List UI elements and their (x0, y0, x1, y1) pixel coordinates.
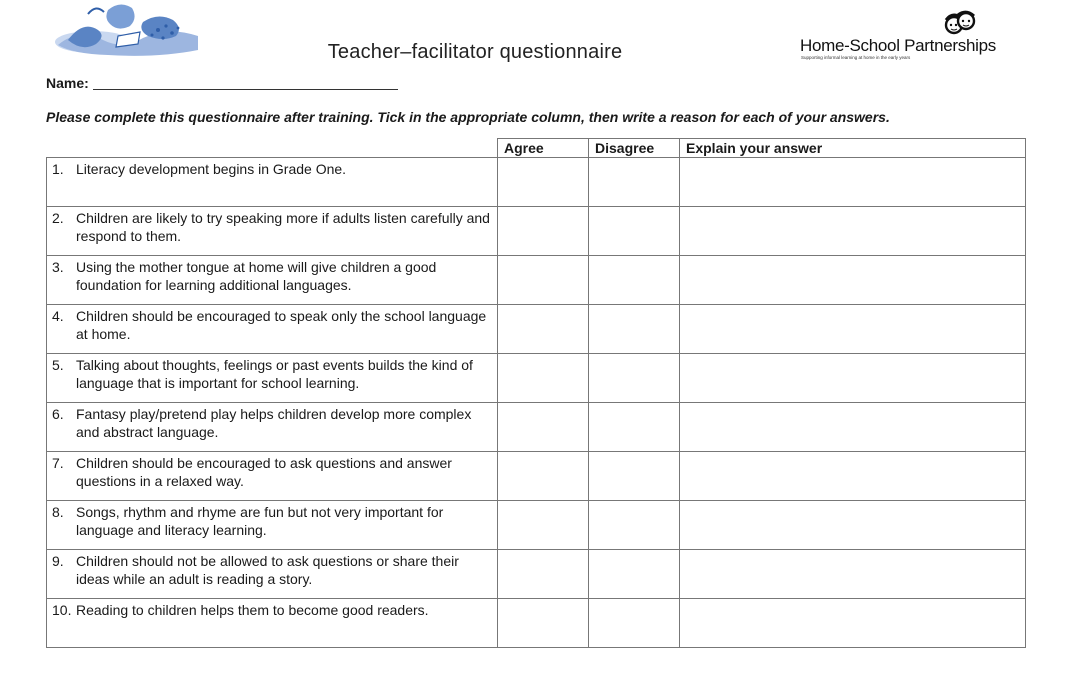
statement-number: 5. (52, 357, 64, 373)
statement-text: Children should be encouraged to ask questions and answer questions in a relaxed way. (76, 455, 452, 489)
statement-text: Songs, rhythm and rhyme are fun but not very important for language and literacy learning. (76, 504, 444, 538)
statement (47, 550, 497, 588)
statement-number: 8. (52, 504, 64, 520)
name-label: Name: (46, 75, 89, 91)
statement-text: Fantasy play/pretend play helps children develop more complex and abstract language. (76, 406, 472, 440)
document-title: Teacher–facilitator questionnaire (327, 41, 623, 63)
disagree-tick-cell[interactable] (589, 501, 680, 550)
disagree-tick-cell[interactable] (589, 403, 680, 452)
statement-text: Literacy development begins in Grade One. (76, 161, 347, 177)
disagree-tick-cell[interactable] (589, 256, 680, 305)
disagree-tick-cell[interactable] (589, 354, 680, 403)
disagree-tick-cell[interactable] (589, 305, 680, 354)
statement-number: 4. (52, 308, 64, 324)
name-input-line[interactable] (93, 89, 398, 90)
statement (47, 207, 497, 245)
statement (47, 256, 497, 294)
column-header-disagree: Disagree (589, 139, 680, 158)
statement-cell (47, 158, 498, 207)
statement-text: Children should not be allowed to ask questions or share their ideas while an adult is reading a story. (76, 553, 459, 587)
table-row (47, 354, 1026, 403)
agree-tick-cell[interactable] (498, 599, 589, 648)
statement-cell (47, 354, 498, 403)
statement-number: 1. (52, 161, 64, 177)
explain-answer-cell[interactable] (680, 354, 1026, 403)
explain-answer-cell[interactable] (680, 452, 1026, 501)
home-school-partnerships-logo (800, 10, 1015, 62)
statement (47, 599, 497, 619)
disagree-tick-cell[interactable] (589, 207, 680, 256)
explain-answer-cell[interactable] (680, 305, 1026, 354)
table-header-row (47, 139, 1026, 158)
column-header-agree: Agree (498, 139, 589, 158)
explain-answer-cell[interactable] (680, 550, 1026, 599)
table-row (47, 599, 1026, 648)
agree-tick-cell[interactable] (498, 452, 589, 501)
statement-text: Reading to children helps them to become good readers. (76, 602, 429, 618)
statement-number: 7. (52, 455, 64, 471)
table-row (47, 550, 1026, 599)
statement (47, 501, 497, 539)
statement-cell (47, 550, 498, 599)
agree-tick-cell[interactable] (498, 501, 589, 550)
statement-cell (47, 452, 498, 501)
statement-number: 9. (52, 553, 64, 569)
statement-cell (47, 305, 498, 354)
agree-tick-cell[interactable] (498, 305, 589, 354)
disagree-tick-cell[interactable] (589, 158, 680, 207)
agree-tick-cell[interactable] (498, 256, 589, 305)
agree-tick-cell[interactable] (498, 403, 589, 452)
explain-answer-cell[interactable] (680, 501, 1026, 550)
statement-number: 2. (52, 210, 64, 226)
table-row (47, 158, 1026, 207)
disagree-tick-cell[interactable] (589, 599, 680, 648)
table-row (47, 207, 1026, 256)
questionnaire-table (46, 138, 1026, 648)
agree-tick-cell[interactable] (498, 550, 589, 599)
logo-name: Home-School Partnerships (800, 36, 996, 55)
statement-cell (47, 256, 498, 305)
agree-tick-cell[interactable] (498, 158, 589, 207)
statement-number: 3. (52, 259, 64, 275)
statement (47, 403, 497, 441)
statement-cell (47, 403, 498, 452)
statement-number: 6. (52, 406, 64, 422)
table-row (47, 452, 1026, 501)
column-header-explain: Explain your answer (680, 139, 1026, 158)
statement-number: 10. (52, 602, 72, 618)
explain-answer-cell[interactable] (680, 599, 1026, 648)
children-faces-icon (942, 10, 978, 38)
statement (47, 158, 497, 178)
statement-cell (47, 599, 498, 648)
explain-answer-cell[interactable] (680, 256, 1026, 305)
explain-answer-cell[interactable] (680, 158, 1026, 207)
table-row (47, 403, 1026, 452)
statement-text: Children should be encouraged to speak only the school language at home. (76, 308, 487, 342)
agree-tick-cell[interactable] (498, 354, 589, 403)
table-row (47, 305, 1026, 354)
statement (47, 452, 497, 490)
explain-answer-cell[interactable] (680, 207, 1026, 256)
logo-tagline: Supporting informal learning at home in the early years (801, 55, 911, 60)
disagree-tick-cell[interactable] (589, 452, 680, 501)
header-blank-cell (47, 139, 498, 158)
table-row (47, 256, 1026, 305)
agree-tick-cell[interactable] (498, 207, 589, 256)
statement-text: Talking about thoughts, feelings or past events builds the kind of language that is important for school learning. (76, 357, 473, 391)
statement-text: Children are likely to try speaking more if adults listen carefully and respond to them. (76, 210, 490, 244)
statement (47, 354, 497, 392)
statement-cell (47, 207, 498, 256)
instruction-text: Please complete this questionnaire after training. Tick in the appropriate column, then write a reason for each of your answers. (46, 109, 890, 125)
disagree-tick-cell[interactable] (589, 550, 680, 599)
statement-text: Using the mother tongue at home will give children a good foundation for learning additional languages. (76, 259, 437, 293)
statement (47, 305, 497, 343)
table-row (47, 501, 1026, 550)
statement-cell (47, 501, 498, 550)
explain-answer-cell[interactable] (680, 403, 1026, 452)
